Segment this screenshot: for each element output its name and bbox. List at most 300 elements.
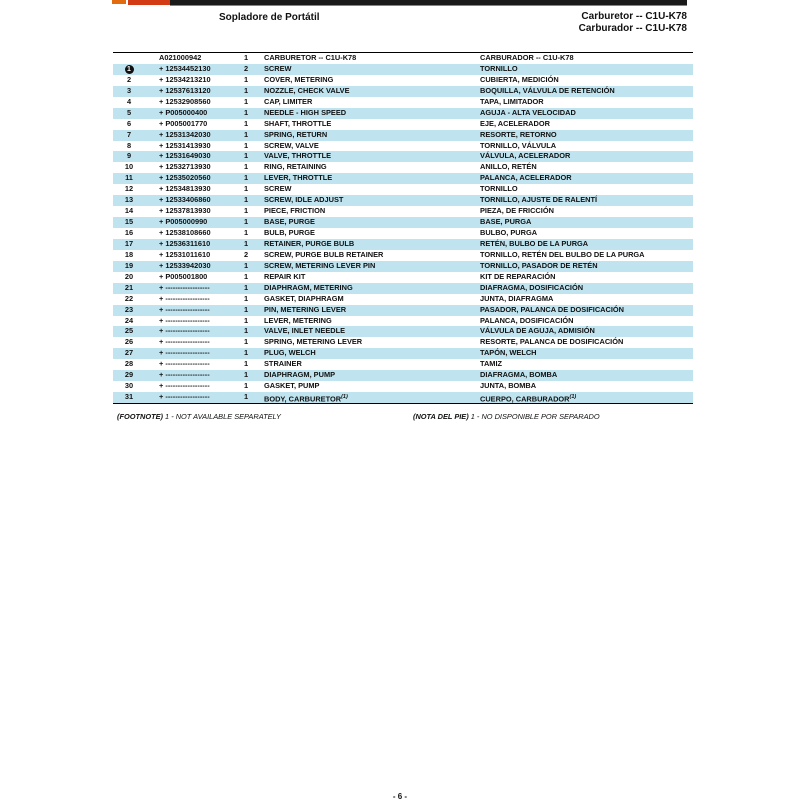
quantity-text: 1 — [243, 85, 249, 95]
part-number-text: + ------------------ — [159, 282, 210, 292]
item-number: 8 — [126, 140, 132, 150]
description-en — [264, 162, 327, 173]
quantity-text: 1 — [243, 129, 249, 139]
part-number — [159, 316, 210, 327]
description-en-text: VALVE, INLET NEEDLE — [264, 326, 346, 336]
description-es-text: KIT DE REPARACIÓN — [480, 271, 556, 281]
description-en-text: CAP, LIMITER — [264, 96, 313, 106]
description-en-text: PIN, METERING LEVER — [264, 304, 347, 314]
item-number: 19 — [124, 260, 134, 270]
description-en-text: BASE, PURGE — [264, 217, 315, 227]
quantity — [241, 359, 251, 370]
description-en — [264, 173, 332, 184]
description-es — [480, 261, 598, 272]
part-number-text: + ------------------ — [159, 348, 210, 358]
page-title: Sopladore de Portátil — [219, 12, 320, 23]
part-number-text: + P005001770 — [159, 118, 208, 128]
description-en — [264, 130, 327, 141]
section-title-en: Carburetor -- C1U-K78 — [581, 11, 687, 22]
description-en-text: SCREW, PURGE BULB RETAINER — [264, 249, 384, 259]
description-es — [480, 119, 550, 130]
part-number — [159, 206, 211, 217]
description-es — [480, 184, 518, 195]
quantity — [241, 381, 251, 392]
part-number — [159, 250, 210, 261]
description-es-text: AGUJA - ALTA VELOCIDAD — [480, 107, 576, 117]
quantity — [241, 217, 251, 228]
part-number-text: + 12534452130 — [159, 63, 211, 73]
quantity — [241, 294, 251, 305]
description-en-text: SPRING, METERING LEVER — [264, 337, 363, 347]
table-row — [113, 162, 693, 173]
table-row — [113, 348, 693, 359]
quantity-text: 1 — [243, 140, 249, 150]
table-row — [113, 305, 693, 316]
description-es — [480, 294, 553, 305]
quantity — [241, 151, 251, 162]
description-es — [480, 206, 554, 217]
quantity-text: 1 — [243, 107, 249, 117]
part-number-text: + ------------------ — [159, 326, 210, 336]
quantity-text: 1 — [243, 370, 249, 380]
table-row — [113, 381, 693, 392]
quantity — [241, 97, 251, 108]
part-number — [159, 326, 210, 337]
table-row — [113, 283, 693, 294]
quantity — [241, 370, 251, 381]
part-number-text: + 12532908560 — [159, 96, 211, 106]
quantity — [241, 337, 251, 348]
part-number — [159, 141, 211, 152]
part-number — [159, 370, 210, 381]
description-es-text: RESORTE, PALANCA DE DOSIFICACIÓN — [480, 337, 624, 347]
quantity — [241, 348, 251, 359]
quantity-text: 1 — [243, 162, 249, 172]
description-en — [264, 108, 346, 119]
description-en — [264, 239, 354, 250]
item-number: 20 — [124, 271, 134, 281]
quantity-text: 1 — [243, 118, 249, 128]
quantity — [241, 250, 251, 261]
description-es — [480, 162, 537, 173]
footnote-en-text: 1 - NOT AVAILABLE SEPARATELY — [165, 412, 281, 421]
item-number: 12 — [124, 184, 134, 194]
description-es-text: ANILLO, RETÉN — [480, 162, 537, 172]
description-en — [264, 261, 375, 272]
part-number-text: + ------------------ — [159, 315, 210, 325]
description-en — [264, 184, 292, 195]
description-en — [264, 316, 332, 327]
description-es — [480, 272, 555, 283]
quantity — [241, 64, 251, 75]
quantity — [241, 162, 251, 173]
description-en-text: LEVER, METERING — [264, 315, 332, 325]
quantity — [241, 75, 251, 86]
description-en-text: SCREW, METERING LEVER PIN — [264, 260, 376, 270]
table-row — [113, 97, 693, 108]
description-es — [480, 97, 544, 108]
part-number-text: + 12531011610 — [159, 249, 211, 259]
table-row — [113, 130, 693, 141]
parts-table — [113, 52, 693, 404]
description-es-text: RESORTE, RETORNO — [480, 129, 557, 139]
part-number-text: + P005000400 — [159, 107, 208, 117]
part-number — [159, 97, 211, 108]
quantity — [241, 130, 251, 141]
description-en — [264, 151, 331, 162]
part-number-text: + 12538108660 — [159, 228, 211, 237]
description-en-text: RETAINER, PURGE BULB — [264, 238, 355, 248]
table-row — [113, 261, 693, 272]
quantity-text: 2 — [243, 63, 249, 73]
part-number-text: + 12537613120 — [159, 85, 211, 95]
quantity — [241, 283, 251, 294]
item-number: 18 — [124, 249, 134, 259]
description-en — [264, 228, 315, 239]
description-es — [480, 250, 645, 261]
part-number-text: + ------------------ — [159, 381, 210, 391]
quantity — [241, 195, 251, 206]
description-es — [480, 316, 573, 327]
description-es-text: CUERPO, CARBURADOR — [480, 394, 570, 404]
item-number: 25 — [124, 326, 134, 336]
description-es-text: EJE, ACELERADOR — [480, 118, 550, 128]
description-es-text: TORNILLO — [480, 63, 518, 73]
part-number — [159, 239, 210, 250]
description-en-text: REPAIR KIT — [264, 271, 306, 281]
part-number — [159, 261, 211, 272]
quantity — [241, 316, 251, 327]
part-number-text: + 12532713930 — [159, 162, 211, 172]
part-number — [159, 195, 211, 206]
description-en-text: BODY, CARBURETOR — [264, 394, 342, 404]
item-number: 15 — [124, 217, 134, 227]
description-en — [264, 64, 292, 75]
table-row — [113, 75, 693, 86]
quantity-text: 1 — [243, 271, 249, 281]
quantity-text: 1 — [243, 195, 249, 205]
description-es-text: PASADOR, PALANCA DE DOSIFICACIÓN — [480, 304, 624, 314]
table-row — [113, 239, 693, 250]
description-es — [480, 228, 537, 239]
quantity — [241, 173, 251, 184]
description-en-text: STRAINER — [264, 359, 302, 369]
description-en-text: PLUG, WELCH — [264, 348, 316, 358]
footnote-en — [117, 412, 281, 421]
item-number: 27 — [124, 348, 134, 358]
header-desc-en: CARBURETOR -- C1U-K78 — [264, 53, 357, 62]
table-row — [113, 337, 693, 348]
description-es-text: DIAFRAGMA, BOMBA — [480, 370, 558, 380]
description-es-text: JUNTA, BOMBA — [480, 381, 537, 391]
description-en — [264, 294, 344, 305]
item-number: 5 — [126, 107, 132, 117]
quantity — [241, 206, 251, 217]
description-es — [480, 370, 557, 381]
quantity-text: 1 — [243, 282, 249, 292]
description-es-text: PALANCA, ACELERADOR — [480, 173, 572, 183]
part-number-text: + 12537813930 — [159, 206, 211, 216]
quantity-text: 2 — [243, 249, 249, 259]
footnote-es — [413, 412, 600, 421]
table-row — [113, 217, 693, 228]
description-en — [264, 283, 353, 294]
part-number — [159, 381, 210, 392]
quantity — [241, 141, 251, 152]
description-es — [480, 217, 531, 228]
part-number — [159, 305, 210, 316]
quantity-text: 1 — [243, 326, 249, 336]
item-number: 31 — [124, 392, 134, 402]
part-number — [159, 348, 210, 359]
item-number: 21 — [124, 282, 134, 292]
description-es — [480, 86, 615, 97]
item-number: 17 — [124, 238, 134, 248]
description-en — [264, 392, 348, 405]
item-number: 30 — [124, 381, 134, 391]
description-en-text: GASKET, DIAPHRAGM — [264, 293, 344, 303]
description-en — [264, 217, 315, 228]
description-en-text: NEEDLE - HIGH SPEED — [264, 107, 347, 117]
item-number: 16 — [124, 228, 134, 237]
table-row — [113, 141, 693, 152]
description-es-text: BULBO, PURGA — [480, 228, 538, 237]
part-number-text: + ------------------ — [159, 392, 210, 402]
quantity — [241, 272, 251, 283]
footnote-marker: (1) — [341, 394, 348, 401]
description-es-text: VÁLVULA DE AGUJA, ADMISIÓN — [480, 326, 595, 336]
description-es — [480, 348, 537, 359]
description-es-text: RETÉN, BULBO DE LA PURGA — [480, 238, 589, 248]
quantity-text: 1 — [243, 293, 249, 303]
quantity-text: 1 — [243, 315, 249, 325]
description-es-text: JUNTA, DIAFRAGMA — [480, 293, 554, 303]
part-number-text: + 12533406860 — [159, 195, 211, 205]
description-en — [264, 119, 331, 130]
description-en-text: NOZZLE, CHECK VALVE — [264, 85, 350, 95]
part-number — [159, 337, 210, 348]
description-es-text: BASE, PURGA — [480, 217, 532, 227]
item-number: 26 — [124, 337, 134, 347]
item-number: 11 — [125, 173, 133, 183]
description-es-text: TAMIZ — [480, 359, 503, 369]
description-es-text: DIAFRAGMA, DOSIFICACIÓN — [480, 282, 584, 292]
table-row — [113, 86, 693, 97]
table-row — [113, 272, 693, 283]
quantity-text: 1 — [243, 96, 249, 106]
part-number — [159, 75, 211, 86]
quantity-text: 1 — [243, 184, 249, 194]
part-number — [159, 130, 211, 141]
part-number-text: + 12536311610 — [159, 238, 211, 248]
part-number — [159, 272, 207, 283]
description-en-text: BULB, PURGE — [264, 228, 315, 237]
quantity — [241, 392, 251, 403]
item-number: 24 — [124, 315, 134, 325]
header-desc-es: CARBURADOR -- C1U-K78 — [480, 53, 574, 62]
table-row — [113, 64, 693, 75]
table-row — [113, 250, 693, 261]
quantity-text: 1 — [243, 260, 249, 270]
description-es-text: VÁLVULA, ACELERADOR — [480, 151, 571, 161]
description-es-text: TAPA, LIMITADOR — [480, 96, 544, 106]
table-body — [113, 64, 693, 403]
quantity — [241, 228, 251, 239]
item-number: 2 — [126, 74, 132, 84]
description-en — [264, 141, 319, 152]
quantity — [241, 305, 251, 316]
table-row — [113, 184, 693, 195]
item-number: 9 — [126, 151, 132, 161]
item-number: 10 — [124, 162, 134, 172]
description-en-text: PIECE, FRICTION — [264, 206, 326, 216]
quantity-text: 1 — [243, 359, 249, 369]
item-number — [113, 64, 145, 75]
section-title-es: Carburador -- C1U-K78 — [578, 22, 687, 34]
table-row — [113, 119, 693, 130]
description-en — [264, 337, 362, 348]
item-number: 13 — [124, 195, 134, 205]
part-number-text: + ------------------ — [159, 359, 210, 369]
item-number: 6 — [126, 118, 132, 128]
part-number-text: + 12531413930 — [159, 140, 211, 150]
description-en — [264, 250, 383, 261]
part-number-text: + P005001800 — [159, 271, 208, 281]
quantity-text: 1 — [243, 238, 249, 248]
description-en-text: DIAPHRAGM, PUMP — [264, 370, 336, 380]
description-es — [480, 173, 572, 184]
quantity-text: 1 — [243, 381, 249, 391]
description-en-text: GASKET, PUMP — [264, 381, 320, 391]
header-bar — [170, 0, 687, 6]
part-number — [159, 86, 211, 97]
description-es-text: PIEZA, DE FRICCIÓN — [480, 206, 554, 216]
description-en — [264, 305, 346, 316]
quantity-text: 1 — [243, 337, 249, 347]
footnote-marker: (1) — [569, 394, 577, 401]
table-row — [113, 173, 693, 184]
part-number — [159, 64, 211, 75]
part-number — [159, 392, 210, 403]
quantity-text: 1 — [243, 74, 249, 84]
quantity-text: 1 — [243, 228, 249, 237]
part-number — [159, 119, 207, 130]
part-number-text: + ------------------ — [159, 293, 210, 303]
quantity — [241, 261, 251, 272]
quantity-text: 1 — [243, 304, 249, 314]
table-header-row — [113, 53, 693, 64]
item-number-badge: 1 — [125, 65, 134, 74]
table-row — [113, 359, 693, 370]
table-row — [113, 151, 693, 162]
description-en — [264, 272, 305, 283]
part-number-text: + ------------------ — [159, 337, 210, 347]
description-es — [480, 239, 588, 250]
description-en — [264, 370, 335, 381]
description-es-text: CUBIERTA, MEDICIÓN — [480, 74, 559, 84]
description-es — [480, 326, 595, 337]
table-row — [113, 392, 693, 403]
footnote-en-label: (FOOTNOTE) — [117, 412, 163, 421]
footnote-es-text: 1 - NO DISPONIBLE POR SEPARADO — [470, 412, 600, 421]
part-number — [159, 173, 211, 184]
header-part-number: A021000942 — [159, 53, 202, 62]
item-number: 4 — [126, 96, 132, 106]
item-number: 14 — [124, 206, 134, 216]
description-en — [264, 381, 319, 392]
description-es — [480, 130, 557, 141]
item-number: 28 — [124, 359, 134, 369]
brand-logo — [112, 0, 174, 5]
table-row — [113, 294, 693, 305]
quantity-text: 1 — [243, 206, 249, 216]
description-es-text: TORNILLO, RETÉN DEL BULBO DE LA PURGA — [480, 249, 645, 259]
part-number-text: + ------------------ — [159, 304, 210, 314]
description-es-text: TORNILLO — [480, 184, 518, 194]
part-number — [159, 294, 210, 305]
part-number — [159, 283, 210, 294]
item-number: 23 — [124, 304, 134, 314]
part-number — [159, 162, 211, 173]
description-en-text: RING, RETAINING — [264, 162, 327, 172]
quantity — [241, 108, 251, 119]
part-number-text: + 12534213210 — [159, 74, 211, 84]
page-number: - 6 - — [392, 792, 408, 801]
description-es-text: TORNILLO, PASADOR DE RETÉN — [480, 260, 598, 270]
part-number — [159, 151, 211, 162]
quantity — [241, 184, 251, 195]
brand-logo-icon — [112, 0, 174, 5]
description-en — [264, 359, 302, 370]
table-row — [113, 228, 693, 239]
part-number — [159, 217, 207, 228]
table-row — [113, 370, 693, 381]
description-en-text: DIAPHRAGM, METERING — [264, 282, 353, 292]
description-en-text: SCREW, VALVE — [264, 140, 319, 150]
description-es — [480, 195, 597, 206]
part-number-text: + 12531649030 — [159, 151, 211, 161]
quantity — [241, 326, 251, 337]
item-number: 3 — [126, 85, 132, 95]
table-row — [113, 316, 693, 327]
description-en — [264, 206, 325, 217]
footnote-es-label: (NOTA DEL PIE) — [413, 412, 469, 421]
description-en — [264, 326, 345, 337]
header-qty: 1 — [243, 53, 249, 62]
quantity-text: 1 — [243, 348, 249, 358]
table-bottom-rule — [113, 403, 693, 404]
description-es-text: PALANCA, DOSIFICACIÓN — [480, 315, 574, 325]
description-es-text: TAPÓN, WELCH — [480, 348, 537, 358]
description-en-text: VALVE, THROTTLE — [264, 151, 332, 161]
description-en-text: COVER, METERING — [264, 74, 334, 84]
description-es-text: BOQUILLA, VÁLVULA DE RETENCIÓN — [480, 85, 615, 95]
part-number — [159, 108, 207, 119]
part-number — [159, 359, 210, 370]
description-en-text: LEVER, THROTTLE — [264, 173, 333, 183]
section-title — [579, 11, 687, 34]
description-en — [264, 348, 316, 359]
description-en — [264, 97, 312, 108]
description-es — [480, 305, 624, 316]
description-es — [480, 392, 576, 405]
part-number — [159, 184, 211, 195]
description-es — [480, 151, 570, 162]
table-row — [113, 326, 693, 337]
table-row — [113, 206, 693, 217]
quantity-text: 1 — [243, 392, 249, 402]
item-number: 7 — [126, 129, 132, 139]
